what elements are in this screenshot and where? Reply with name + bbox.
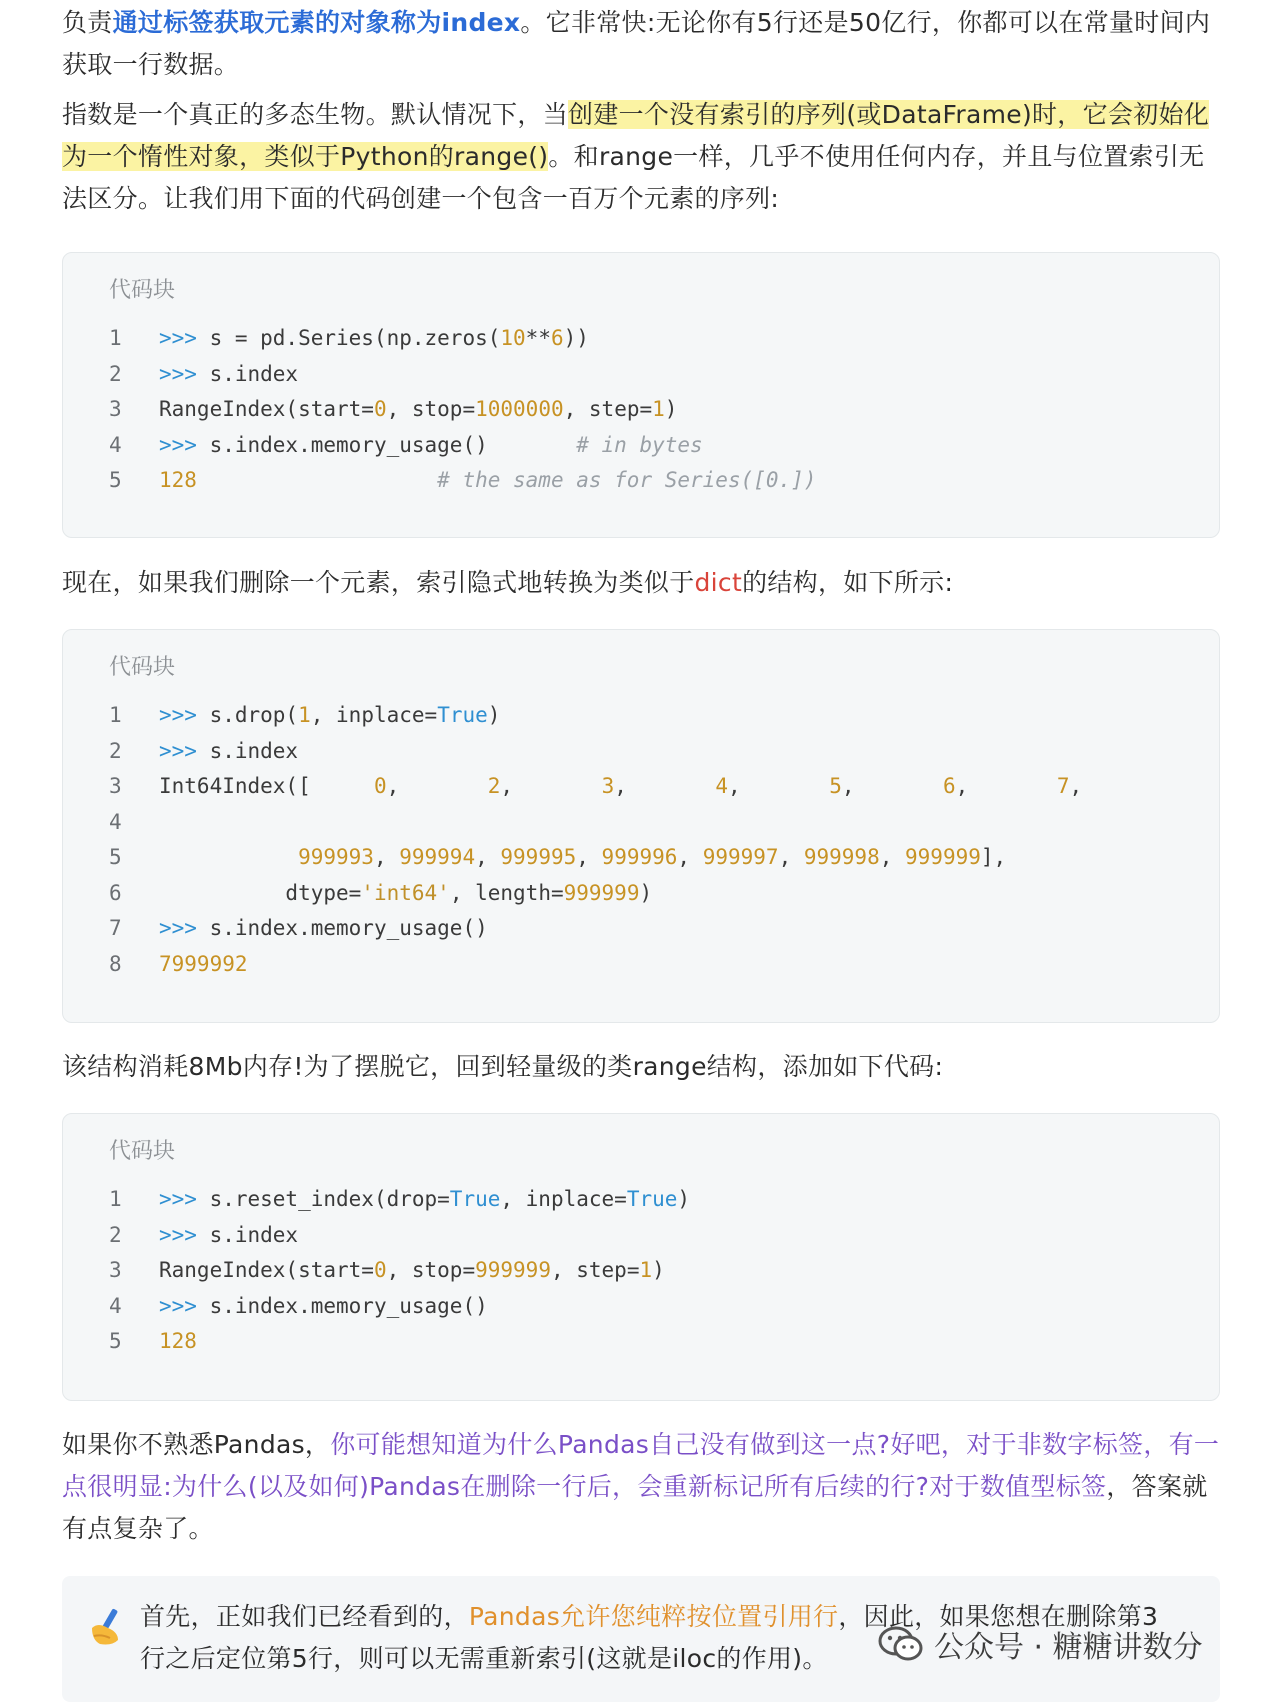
- code-line: [109, 357, 1199, 393]
- orange-emphasis: Pandas允许您纯粹按位置引用行: [468, 1602, 839, 1631]
- code-number: 2: [487, 774, 501, 798]
- line-number: 3: [109, 774, 122, 798]
- code-text: ],: [980, 845, 1007, 869]
- paragraph-polymorphic-index: [62, 94, 1222, 220]
- line-number: 7: [109, 916, 122, 940]
- code-keyword: True: [437, 703, 488, 727]
- code-string: 'int64': [361, 880, 450, 905]
- code-text: ): [487, 703, 501, 727]
- code-text: ,: [475, 845, 501, 869]
- code-text: ,: [955, 774, 1057, 798]
- code-number: 0: [373, 397, 387, 421]
- code-block-1: [62, 252, 1220, 538]
- code-text: s.index.memory_usage(): [209, 432, 577, 457]
- code-line: [109, 947, 1199, 983]
- code-prompt: >>>: [159, 361, 210, 386]
- line-number: 3: [109, 397, 122, 421]
- code-text: s.index.memory_usage(): [209, 1293, 488, 1318]
- paragraph-pandas-question: [62, 1424, 1222, 1550]
- code-number: 5: [829, 774, 842, 798]
- code-number: 999993: [298, 845, 374, 869]
- code-text: ,: [373, 845, 400, 869]
- code-number: 999999: [563, 880, 640, 905]
- line-number: 4: [109, 432, 122, 457]
- code-number: 999994: [399, 845, 476, 869]
- code-text: , inplace=: [310, 703, 438, 727]
- code-comment: # in bytes: [576, 432, 703, 457]
- code-text: s.index.memory_usage(): [209, 916, 488, 940]
- wechat-watermark: [878, 1622, 1203, 1666]
- code-text: **: [525, 326, 551, 350]
- line-number: 1: [109, 703, 122, 727]
- code-text: s.index: [209, 738, 299, 763]
- code-number: 7: [1056, 774, 1070, 798]
- code-text: , step=: [550, 1258, 640, 1282]
- line-number: 2: [109, 1222, 122, 1247]
- code-number: 1: [652, 397, 665, 421]
- paragraph-index-intro: [62, 2, 1222, 86]
- text-span: 。它非常快:无论你有5行还是50亿行，你都可以在常量时间内获取一行数据。: [62, 8, 1211, 79]
- code-line: [109, 876, 1199, 912]
- text-span: 。和range一样，几乎不使用任何内存，并且与位置索引无法区分。让我们用下面的代码创建一个包含一百万个元素的序列:: [62, 142, 1205, 213]
- code-text: [159, 845, 298, 869]
- code-text: ,: [576, 845, 602, 869]
- code-line: [109, 392, 1199, 428]
- code-lines: [109, 321, 1199, 499]
- code-prompt: >>>: [159, 1222, 210, 1247]
- code-number: 10: [500, 326, 526, 350]
- code-comment: # the same as for Series([0.]): [437, 468, 817, 492]
- code-number: 128: [159, 1329, 197, 1353]
- code-line: [109, 1218, 1199, 1254]
- text-span: 的结构，如下所示:: [742, 568, 954, 597]
- code-keyword: True: [626, 1187, 678, 1211]
- text-span: 现在，如果我们删除一个元素，索引隐式地转换为类似于: [62, 568, 695, 597]
- code-text: [197, 468, 437, 492]
- code-text: RangeIndex(start=: [159, 1258, 374, 1282]
- line-number: 2: [109, 361, 122, 386]
- code-block-3: [62, 1113, 1220, 1401]
- code-text: Int64Index([: [159, 774, 374, 798]
- code-number: 1000000: [475, 397, 564, 421]
- code-line: [109, 911, 1199, 947]
- code-text: ,: [1069, 774, 1083, 798]
- code-block-2: [62, 629, 1220, 1023]
- code-line: [109, 805, 1199, 841]
- line-number: 2: [109, 738, 122, 763]
- code-line: [109, 698, 1199, 734]
- line-number: 4: [109, 1293, 122, 1318]
- code-text: s.index: [209, 361, 299, 386]
- code-text: s = pd.Series(np.zeros(: [209, 326, 501, 350]
- code-line: [109, 321, 1199, 357]
- code-line: [109, 1324, 1199, 1360]
- code-text: , length=: [449, 880, 564, 905]
- code-line: [109, 840, 1199, 876]
- code-text: ,: [728, 774, 830, 798]
- text-span: 如果你不熟悉Pandas，: [62, 1430, 331, 1459]
- code-text: ,: [841, 774, 943, 798]
- line-number: 1: [109, 326, 122, 350]
- code-number: 999995: [500, 845, 577, 869]
- highlighted-text: 创建一个没有索引的序列(或DataFrame)时，它会初始化为一个惰性对象，类似于Python的range(): [62, 100, 1210, 171]
- code-number: 1: [298, 703, 311, 727]
- line-number: 5: [109, 468, 122, 492]
- code-text: ,: [778, 845, 804, 869]
- code-number: 999999: [905, 845, 981, 869]
- code-text: dtype=: [159, 880, 362, 905]
- code-text: ,: [386, 774, 488, 798]
- code-text: , stop=: [386, 397, 476, 421]
- code-text: ,: [614, 774, 716, 798]
- code-block-title: 代码块: [109, 1139, 176, 1164]
- paragraph-memory-usage: 该结构消耗8Mb内存!为了摆脱它，回到轻量级的类range结构，添加如下代码:: [62, 1052, 944, 1081]
- code-number: 128: [159, 468, 197, 492]
- code-text: ,: [677, 845, 703, 869]
- code-text: ,: [500, 774, 602, 798]
- code-text: , step=: [563, 397, 653, 421]
- writing-hand-icon: [88, 1606, 126, 1646]
- line-number: 5: [109, 845, 122, 869]
- line-number: 3: [109, 1258, 122, 1282]
- code-line: [109, 1182, 1199, 1218]
- line-number: 6: [109, 880, 122, 905]
- code-number: 999997: [702, 845, 779, 869]
- code-line: [109, 1253, 1199, 1289]
- code-line: [109, 1289, 1199, 1325]
- code-line: [109, 428, 1199, 464]
- code-number: 0: [373, 774, 387, 798]
- code-prompt: >>>: [159, 1187, 210, 1211]
- code-block-title: 代码块: [109, 655, 176, 680]
- text-span: ，因此，如果您想在删除第3行之后定位第5行，则可以无需重新索引(这就是iloc的作用)。: [140, 1602, 1159, 1673]
- code-number: 3: [601, 774, 615, 798]
- text-span: 负责: [62, 8, 113, 37]
- code-text: ): [664, 397, 678, 421]
- dict-keyword: dict: [694, 568, 743, 597]
- code-number: 1: [639, 1258, 653, 1282]
- code-text: , stop=: [386, 1258, 476, 1282]
- code-text: ): [639, 880, 653, 905]
- code-prompt: >>>: [159, 738, 210, 763]
- line-number: 4: [109, 809, 122, 834]
- code-prompt: >>>: [159, 703, 210, 727]
- code-number: 7999992: [159, 951, 248, 976]
- code-number: 6: [550, 326, 564, 350]
- code-number: 999996: [601, 845, 678, 869]
- code-line: [109, 769, 1199, 805]
- purple-emphasis: 你可能想知道为什么Pandas自己没有做到这一点?好吧，对于非数字标签，有一点很明显:为什么(以及如何)Pandas在删除一行后，会重新标记所有后续的行?对于数值型标签: [62, 1430, 1220, 1501]
- code-prompt: >>>: [159, 432, 210, 457]
- line-number: 5: [109, 1329, 122, 1353]
- code-number: 999999: [475, 1258, 551, 1282]
- code-lines: [109, 1182, 1199, 1360]
- code-line: [109, 463, 1199, 499]
- watermark-text: 公众号 · 糖糖讲数分: [934, 1630, 1203, 1665]
- wechat-icon: [878, 1626, 924, 1662]
- code-text: s.drop(: [209, 703, 299, 727]
- code-prompt: >>>: [159, 916, 210, 940]
- code-text: ,: [879, 845, 906, 869]
- text-span: 首先，正如我们已经看到的，: [140, 1602, 469, 1631]
- code-number: 999998: [803, 845, 880, 869]
- code-number: 6: [943, 774, 956, 798]
- code-text: s.index: [209, 1222, 299, 1247]
- code-number: 0: [373, 1258, 387, 1282]
- code-prompt: >>>: [159, 1293, 210, 1318]
- code-lines: [109, 698, 1199, 982]
- code-keyword: True: [449, 1187, 501, 1211]
- code-text: , inplace=: [500, 1187, 627, 1211]
- line-number: 8: [109, 951, 122, 976]
- text-span: 指数是一个真正的多态生物。默认情况下，当: [62, 100, 569, 129]
- code-prompt: >>>: [159, 326, 210, 350]
- code-text: ): [652, 1258, 665, 1282]
- index-definition-link[interactable]: 通过标签获取元素的对象称为index: [112, 8, 521, 37]
- text-span: ，答案就有点复杂了。: [62, 1472, 1208, 1543]
- code-text: s.reset_index(drop=: [209, 1187, 450, 1211]
- code-text: RangeIndex(start=: [159, 397, 374, 421]
- code-text: ): [677, 1187, 691, 1211]
- line-number: 1: [109, 1187, 122, 1211]
- code-line: [109, 734, 1199, 770]
- code-block-title: 代码块: [109, 278, 176, 303]
- paragraph-drop-element: [62, 562, 1222, 604]
- code-text: )): [563, 326, 589, 350]
- code-number: 4: [715, 774, 729, 798]
